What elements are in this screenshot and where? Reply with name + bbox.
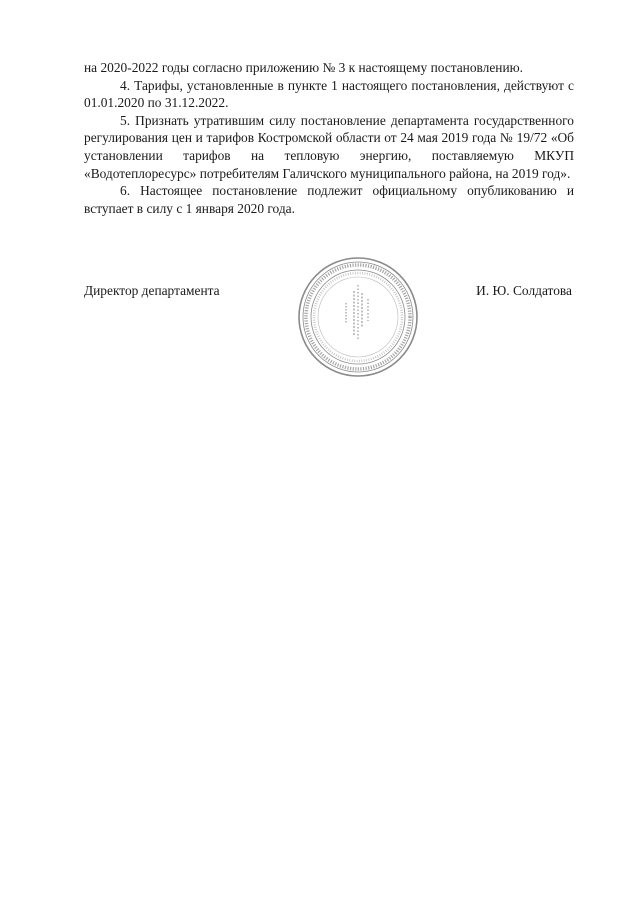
paragraph-item-5: 5. Признать утратившим силу постановление департамента государственного регулирования цен и тарифов Костромской области от 24 мая 2019 года № 19/72 «Об установлении тарифов на тепловую энергию, поставляемую МКУП «Водотеплоресурс» потребителям Галичского муниципального района, на 2019 год». xyxy=(84,112,574,181)
official-seal xyxy=(296,255,420,379)
paragraph-item-4: 4. Тарифы, установленные в пункте 1 настоящего постановления, действуют с 01.01.2020 по 31.12.2022. xyxy=(84,77,574,111)
signatory-title: Директор департамента xyxy=(84,283,220,298)
document-body xyxy=(84,59,574,217)
seal-stamp-icon xyxy=(296,255,420,379)
paragraph-continuation: на 2020-2022 годы согласно приложению № 3 к настоящему постановлению. xyxy=(84,60,523,75)
paragraph-item-6: 6. Настоящее постановление подлежит официальному опубликованию и вступает в силу с 1 января 2020 года. xyxy=(84,183,574,216)
signatory-name: И. Ю. Солдатова xyxy=(476,283,572,298)
